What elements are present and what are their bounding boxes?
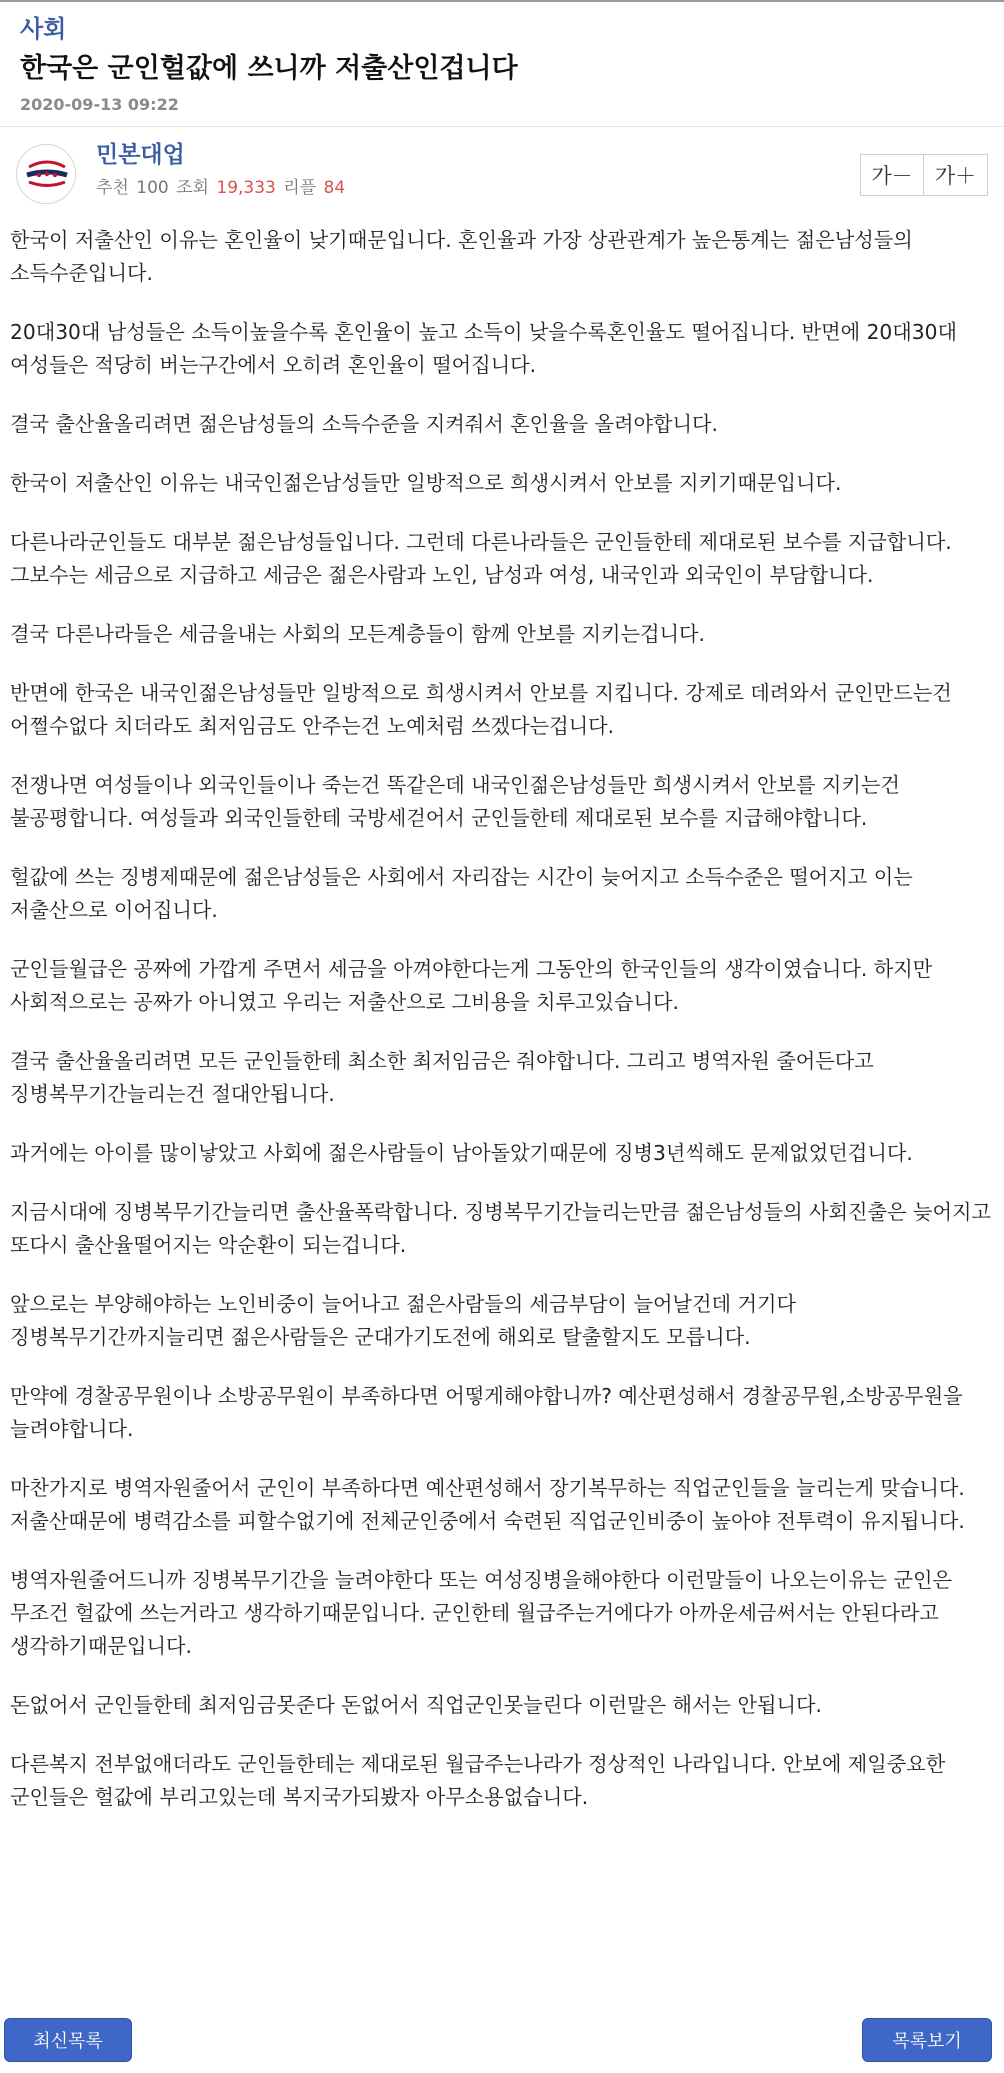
replies-label: 리플	[283, 178, 317, 198]
article-date: 2020-09-13 09:22	[20, 95, 179, 114]
body-paragraph: 군인들월급은 공짜에 가깝게 주면서 세금을 아껴야한다는게 그동안의 한국인들의 생각이였습니다. 하지만 사회적으로는 공짜가 아니였고 우리는 저출산으로 그비용을 치루고있습니다.	[10, 957, 933, 1014]
author-name[interactable]: 민본대업	[96, 142, 185, 168]
body-paragraph: 마찬가지로 병역자원줄어서 군인이 부족하다면 예산편성해서 장기복무하는 직업군인들을 늘리는게 맞습니다. 저출산때문에 병력감소를 피할수없기에 전체군인중에서 숙련된 직업군인비중이 높아야 전투력이 유지됩니다.	[10, 1476, 965, 1533]
article-stats	[96, 176, 347, 200]
font-increase-button[interactable]: 가＋	[924, 154, 988, 196]
article-header	[20, 14, 990, 116]
author-avatar-icon[interactable]	[16, 144, 76, 204]
body-paragraph: 앞으로는 부양해야하는 노인비중이 늘어나고 젊은사람들의 세금부담이 늘어날건데 거기다 징병복무기간까지늘리면 젊은사람들은 군대가기도전에 해외로 탈출할지도 모릅니다.	[10, 1292, 796, 1349]
font-size-controls	[860, 154, 988, 196]
body-paragraph: 결국 다른나라들은 세금을내는 사회의 모든계층들이 함께 안보를 지키는겁니다.	[10, 622, 705, 646]
recommend-count: 100	[136, 178, 169, 198]
body-paragraph: 헐값에 쓰는 징병제때문에 젊은남성들은 사회에서 자리잡는 시간이 늦어지고 소득수준은 떨어지고 이는 저출산으로 이어집니다.	[10, 865, 913, 922]
replies-count: 84	[323, 178, 346, 198]
body-paragraph: 과거에는 아이를 많이낳았고 사회에 젊은사람들이 남아돌았기때문에 징병3년씩해도 문제없었던겁니다.	[10, 1141, 913, 1165]
latest-list-button[interactable]: 최신목록	[4, 2018, 132, 2062]
author-row	[16, 140, 988, 210]
body-paragraph: 다른나라군인들도 대부분 젊은남성들입니다. 그런데 다른나라들은 군인들한테 제대로된 보수를 지급합니다. 그보수는 세금으로 지급하고 세금은 젊은사람과 노인, 남성과 여성, 내국인과 외국인이 부담합니다.	[10, 530, 952, 587]
body-paragraph: 반면에 한국은 내국인젊은남성들만 일방적으로 희생시켜서 안보를 지킵니다. 강제로 데려와서 군인만드는건 어쩔수없다 치더라도 최저임금도 안주는건 노예처럼 쓰겠다는겁니다.	[10, 681, 952, 738]
body-paragraph: 결국 출산율올리려면 젊은남성들의 소득수준을 지켜줘서 혼인율을 올려야합니다.	[10, 412, 718, 436]
body-paragraph: 20대30대 남성들은 소득이높을수록 혼인율이 높고 소득이 낮을수록혼인율도 떨어집니다. 반면에 20대30대 여성들은 적당히 버는구간에서 오히려 혼인율이 떨어집니다.	[10, 320, 957, 377]
body-paragraph: 한국이 저출산인 이유는 혼인율이 낮기때문입니다. 혼인율과 가장 상관관계가 높은통계는 젊은남성들의 소득수준입니다.	[10, 228, 913, 285]
views-count: 19,333	[216, 178, 276, 198]
view-list-button[interactable]: 목록보기	[862, 2018, 992, 2062]
body-paragraph: 병역자원줄어드니까 징병복무기간을 늘려야한다 또는 여성징병을해야한다 이런말들이 나오는이유는 군인은 무조건 헐값에 쓰는거라고 생각하기때문입니다. 군인한테 월급주는거에다가 아까운세금써서는 안된다라고 생각하기때문입니다.	[10, 1568, 952, 1658]
body-paragraph: 전쟁나면 여성들이나 외국인들이나 죽는건 똑같은데 내국인젊은남성들만 희생시켜서 안보를 지키는건 불공평합니다. 여성들과 외국인들한테 국방세걷어서 군인들한테 제대로된 보수를 지급해야합니다.	[10, 773, 900, 830]
font-decrease-button[interactable]: 가－	[860, 154, 924, 196]
body-paragraph: 다른복지 전부없애더라도 군인들한테는 제대로된 월급주는나라가 정상적인 나라입니다. 안보에 제일중요한 군인들은 헐값에 부리고있는데 복지국가되봤자 아무소용없습니다.	[10, 1752, 946, 1809]
header-divider	[0, 126, 1004, 127]
article-category[interactable]: 사회	[20, 15, 67, 43]
body-paragraph: 돈없어서 군인들한테 최저임금못준다 돈없어서 직업군인못늘린다 이런말은 해서는 안됩니다.	[10, 1693, 822, 1717]
body-paragraph: 만약에 경찰공무원이나 소방공무원이 부족하다면 어떻게해야합니까? 예산편성해서 경찰공무원,소방공무원을 늘려야합니다.	[10, 1384, 963, 1441]
views-label: 조회	[176, 178, 209, 198]
body-paragraph: 한국이 저출산인 이유는 내국인젊은남성들만 일방적으로 희생시켜서 안보를 지키기때문입니다.	[10, 471, 842, 495]
article-body	[10, 224, 995, 1840]
recommend-label: 추천	[96, 178, 129, 198]
body-paragraph: 지금시대에 징병복무기간늘리면 출산율폭락합니다. 징병복무기간늘리는만큼 젊은남성들의 사회진출은 늦어지고 또다시 출산율떨어지는 악순환이 되는겁니다.	[10, 1200, 991, 1257]
top-border	[0, 0, 1004, 2]
body-paragraph: 결국 출산율올리려면 모든 군인들한테 최소한 최저임금은 줘야합니다. 그리고 병역자원 줄어든다고 징병복무기간늘리는건 절대안됩니다.	[10, 1049, 874, 1106]
article-title: 한국은 군인헐값에 쓰니까 저출산인겁니다	[20, 53, 518, 84]
